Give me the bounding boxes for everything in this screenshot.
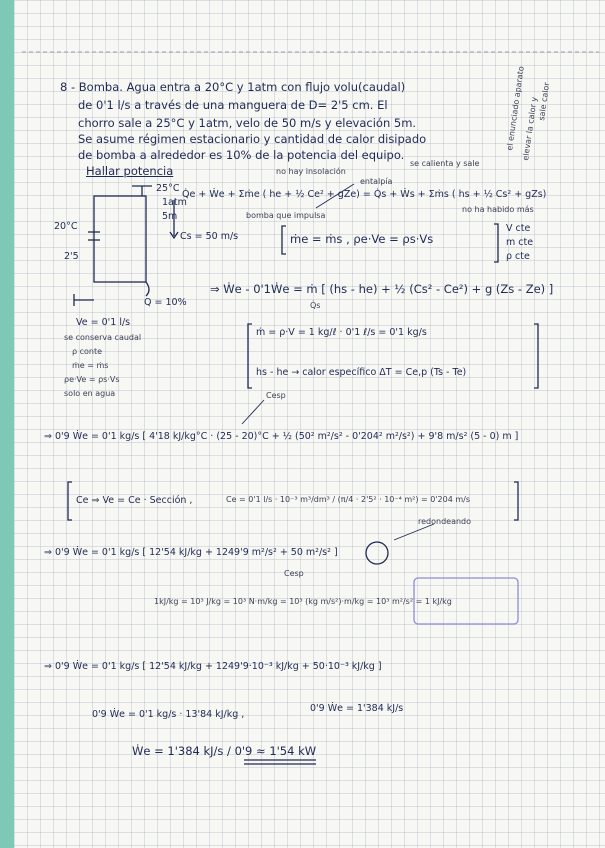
- diagram-c-out: Cs = 50 m/s: [180, 231, 239, 242]
- work-q-label: Q̇s: [310, 301, 321, 310]
- step-1: ⇒ 0'9 Ẇe = 0'1 kg/s [ 4'18 kJ/kg°C · (25 - 20)°C + ½ (50² m²/s² - 0'204² m²/s²) + 9'8 m/s² (5 - 0) m ]: [44, 431, 519, 442]
- diagram-t-out: 25°C: [156, 183, 180, 194]
- enthalpy-calc: hs - he → calor específico ΔT = Ce,p (Ts - Te): [256, 367, 467, 378]
- diagram-d-in: 2'5: [64, 251, 79, 262]
- annot-heat: se calienta y sale: [410, 159, 480, 168]
- annot-pump: bomba que impulsa: [246, 211, 326, 220]
- annot-nothing: no ha habido más: [462, 205, 534, 214]
- mass-note-2: m cte: [506, 237, 534, 248]
- work-equation: ⇒ Ẇe - 0'1Ẇe = ṁ [ (hs - he) + ½ (Cs² - Ce²) + g (Zs - Ze) ]: [210, 282, 554, 296]
- problem-line-1: 8 - Bomba. Agua entra a 20°C y 1atm con flujo volu(caudal): [60, 80, 406, 94]
- problem-line-5: de bomba a alrededor es 10% de la potencia del equipo.: [78, 148, 405, 162]
- problem-line-3: chorro sale a 25°C y 1atm, velo de 50 m/s y elevación 5m.: [78, 116, 417, 130]
- left-note-5: ρe·Ve = ρs·Vs: [64, 375, 120, 384]
- cesp-note-2: Cesp: [284, 569, 304, 578]
- diagram-t-in: 20°C: [54, 221, 78, 232]
- left-note-2: se conserva caudal: [64, 333, 142, 342]
- left-note-4: ṁe = ṁs: [72, 361, 109, 370]
- mass-equation: ṁe = ṁs , ρe·Ve = ρs·Vs: [290, 232, 434, 246]
- side-note-2: elevar la calor y: [521, 96, 539, 162]
- left-note-6: solo en agua: [64, 389, 116, 398]
- mass-note-3: ρ cte: [506, 251, 530, 262]
- diagram-p-out: 1atm: [162, 197, 187, 208]
- diagram-height: 5m: [162, 211, 178, 222]
- cesp-note: Cesp: [266, 391, 286, 400]
- round-note: redondeando: [418, 517, 472, 526]
- mass-flow-calc: ṁ = ρ·V = 1 kg/ℓ · 0'1 ℓ/s = 0'1 kg/s: [256, 327, 427, 338]
- left-note-1: Ve = 0'1 l/s: [76, 317, 131, 328]
- step-4b: 0'9 Ẇe = 1'384 kJ/s: [310, 703, 404, 714]
- final-result: Ẇe = 1'384 kJ/s / 0'9 ≈ 1'54 kW: [132, 744, 317, 758]
- problem-line-4: Se asume régimen estacionario y cantidad de calor disipado: [78, 132, 427, 146]
- left-note-3: ρ conte: [72, 347, 103, 356]
- annot-insulation: no hay insolación: [276, 167, 346, 176]
- mass-note-1: V cte: [506, 223, 531, 234]
- problem-line-2: de 0'1 l/s a través de una manguera de D= 2'5 cm. El: [78, 98, 388, 112]
- side-note-3: sale calor: [537, 81, 552, 122]
- notebook-page: [14, 0, 605, 848]
- unit-conversion: 1kJ/kg = 10³ J/kg = 10³ N·m/kg = 10³ (kg m/s²)·m/kg = 10³ m²/s² = 1 kJ/kg: [154, 597, 452, 606]
- diagram-q-loss: Q = 10%: [144, 297, 187, 308]
- problem-line-6: Hallar potencia: [86, 164, 174, 178]
- step-3: ⇒ 0'9 Ẇe = 0'1 kg/s [ 12'54 kJ/kg + 1249'9·10⁻³ kJ/kg + 50·10⁻³ kJ/kg ]: [44, 661, 382, 672]
- energy-equation: Q̇e + Ẇe + Σṁe ( he + ½ Ce² + gZe) = Q̇s + Ẇs + Σṁs ( hs + ½ Cs² + gZs): [182, 189, 547, 200]
- step-4a: 0'9 Ẇe = 0'1 kg/s · 13'84 kJ/kg ,: [92, 709, 245, 720]
- side-note-1: el enunciado aparato: [505, 65, 526, 152]
- ce-equation: Ce = 0'1 l/s · 10⁻³ m³/dm³ / (π/4 · 2'5² · 10⁻⁴ m²) = 0'204 m/s: [226, 495, 471, 504]
- step-2: ⇒ 0'9 Ẇe = 0'1 kg/s [ 12'54 kJ/kg + 1249'9 m²/s² + 50 m²/s² ]: [44, 547, 338, 558]
- annot-enthalpy: entalpía: [360, 177, 393, 186]
- ce-lhs: Ce ⇒ Ve = Ce · Sección ,: [76, 495, 193, 506]
